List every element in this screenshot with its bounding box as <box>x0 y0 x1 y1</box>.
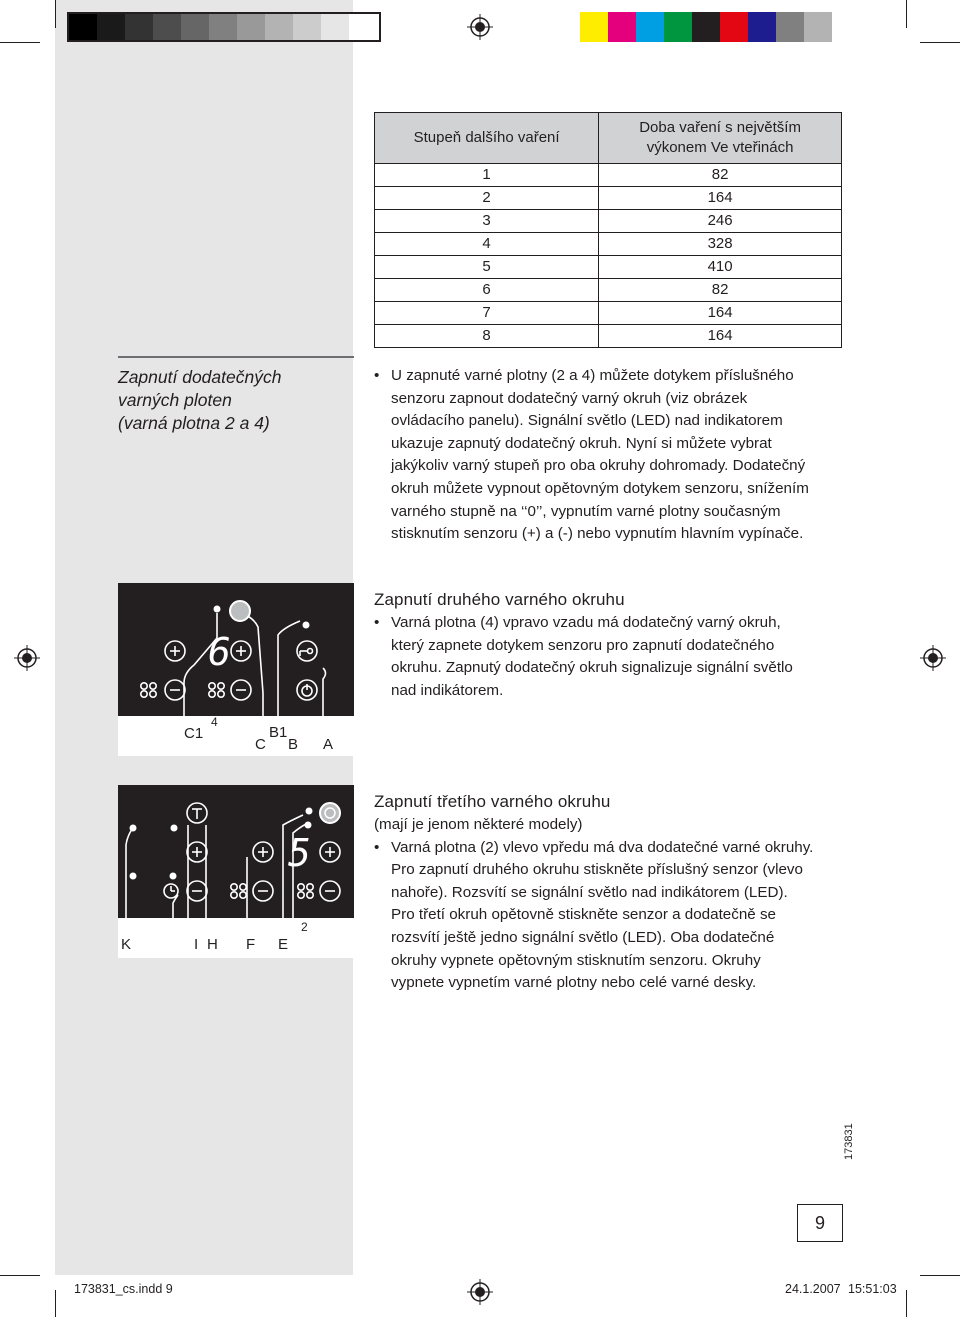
color-swatch <box>748 12 776 42</box>
section3-text <box>374 837 864 995</box>
control-panel-2-drawing <box>118 785 354 918</box>
registration-mark-icon <box>14 645 40 671</box>
registration-mark-icon <box>920 645 946 671</box>
label-2: 2 <box>301 920 308 934</box>
text-line: senzoru zapnout dodatečný varný okruh (viz obrázek <box>391 389 748 407</box>
section1-bullet <box>374 365 874 546</box>
crop-mark <box>0 1275 40 1276</box>
color-swatch <box>349 14 377 40</box>
color-swatch <box>153 14 181 40</box>
section1-text <box>374 365 874 546</box>
cell-level: 1 <box>375 164 599 187</box>
label-4: 4 <box>211 715 218 729</box>
control-panel-1-drawing <box>118 583 354 716</box>
table-row <box>375 233 842 256</box>
table-row <box>375 302 842 325</box>
color-swatch <box>720 12 748 42</box>
crop-mark <box>906 1290 907 1317</box>
side-title-line: (varná plotna 2 a 4) <box>118 413 270 433</box>
cooking-time-table <box>374 112 842 348</box>
table-header-time-line2: výkonem Ve vteřinách <box>646 139 794 156</box>
label-b1: B1 <box>269 724 288 741</box>
text-line: Pro zapnutí druhého okruhu stiskněte příslušný senzor (vlevo <box>391 861 803 879</box>
color-swatch <box>692 12 720 42</box>
footer-date: 24.1.2007 <box>785 1282 841 1296</box>
side-title-line: Zapnutí dodatečných <box>118 367 282 387</box>
color-swatch <box>209 14 237 40</box>
crop-mark <box>55 1290 56 1317</box>
document-code: 173831 <box>843 1123 855 1160</box>
crop-mark <box>920 42 960 43</box>
section2-heading: Zapnutí druhého varného okruhu <box>374 590 625 609</box>
text-line: varného stupně na ‘‘0’’, vypnutím varné plotny současným <box>391 502 781 520</box>
cell-seconds: 246 <box>599 210 842 233</box>
text-line: vypnete vypnetím varné plotny nebo celé varné desky. <box>391 974 757 992</box>
label-c1: C1 <box>184 725 204 742</box>
color-swatch <box>321 14 349 40</box>
text-line: jakýkoliv varný stupeň pro oba okruhy dohromady. Dodatečný <box>391 457 806 475</box>
text-line: nahoře). Rozsvítí se signální světlo nad indikátorem (LED). <box>391 883 788 901</box>
section3-subheading: (mají je jenom některé modely) <box>374 816 583 833</box>
label-h: H <box>207 936 218 953</box>
text-line: který zapnete dotykem senzoru pro zapnutí dodatečného <box>391 636 775 654</box>
text-line: stisknutím senzoru (+) a (-) nebo vypnutím hlavním vypínače. <box>391 525 804 543</box>
table-header-time <box>599 113 842 164</box>
table-body <box>375 164 842 348</box>
color-swatch <box>293 14 321 40</box>
text-line: Pro třetí okruh opětovně stiskněte senzor a dodatečně se <box>391 906 776 924</box>
cell-seconds: 328 <box>599 233 842 256</box>
text-line: rozsvítí ještě jedno signální světlo (LED). Oba dodatečné <box>391 928 775 946</box>
crop-mark <box>906 0 907 28</box>
text-line: • Varná plotna (4) vpravo vzadu má dodatečný varný okruh, <box>391 614 781 631</box>
power-level-display: 5 <box>288 831 311 875</box>
registration-mark-icon <box>467 14 493 40</box>
section2 <box>374 588 864 702</box>
text-line: okruhu. Zapnutý dodatečný okruh signalizuje signální světlo <box>391 659 793 677</box>
section3 <box>374 790 864 995</box>
led-light-icon <box>320 803 340 823</box>
cell-seconds: 164 <box>599 325 842 348</box>
crop-mark <box>55 0 56 28</box>
color-swatch <box>237 14 265 40</box>
footer-file: 173831_cs.indd 9 <box>74 1282 173 1296</box>
table-row <box>375 325 842 348</box>
table-row <box>375 164 842 187</box>
led-light-icon <box>230 601 250 621</box>
cell-seconds: 164 <box>599 302 842 325</box>
control-panel-1-labels <box>118 716 354 756</box>
color-swatch <box>265 14 293 40</box>
cell-seconds: 82 <box>599 279 842 302</box>
page-number: 9 <box>797 1204 843 1242</box>
text-line: • U zapnuté varné plotny (2 a 4) můžete dotykem příslušného <box>391 367 794 384</box>
text-line: ovládacího panelu). Signální světlo (LED) nad indikatorem <box>391 412 783 430</box>
label-c: C <box>255 736 266 753</box>
grayscale-color-bar <box>67 12 381 42</box>
color-swatch <box>97 14 125 40</box>
table-row <box>375 210 842 233</box>
color-swatch <box>804 12 832 42</box>
cell-level: 2 <box>375 187 599 210</box>
control-panel-2-labels <box>118 918 354 958</box>
process-color-bar <box>580 12 894 42</box>
table-header-time-line1: Doba vaření s největším <box>639 119 801 136</box>
label-f: F <box>246 936 256 953</box>
text-line: okruhy vypnete opětovným stisknutím senzoru. Okruhy <box>391 951 761 969</box>
cell-seconds: 82 <box>599 164 842 187</box>
label-a: A <box>323 736 334 753</box>
label-i: I <box>194 936 199 953</box>
cell-level: 7 <box>375 302 599 325</box>
label-k: K <box>121 936 132 953</box>
crop-mark <box>0 42 40 43</box>
cell-level: 6 <box>375 279 599 302</box>
cell-seconds: 164 <box>599 187 842 210</box>
color-swatch <box>580 12 608 42</box>
section2-text <box>374 612 864 702</box>
cell-level: 3 <box>375 210 599 233</box>
side-title <box>118 356 354 435</box>
registration-mark-icon <box>467 1279 493 1305</box>
color-swatch <box>776 12 804 42</box>
cell-level: 4 <box>375 233 599 256</box>
text-line: nad indikátorem. <box>391 681 504 699</box>
text-line: • Varná plotna (2) vlevo vpředu má dva dodatečné varné okruhy. <box>391 838 814 856</box>
crop-mark <box>920 1275 960 1276</box>
footer-time: 15:51:03 <box>848 1282 897 1296</box>
table-row <box>375 279 842 302</box>
cell-level: 8 <box>375 325 599 348</box>
color-swatch <box>608 12 636 42</box>
color-swatch <box>636 12 664 42</box>
table-row <box>375 187 842 210</box>
color-swatch <box>125 14 153 40</box>
color-swatch <box>664 12 692 42</box>
color-swatch <box>181 14 209 40</box>
table-header-level: Stupeň dalšího vaření <box>375 113 599 164</box>
text-line: ukazuje zapnutý dodatečný okruh. Nyní si můžete vybrat <box>391 434 772 452</box>
table-row <box>375 256 842 279</box>
control-panel-2 <box>118 785 354 918</box>
power-level-display: 6 <box>208 630 231 674</box>
color-swatch <box>69 14 97 40</box>
cell-level: 5 <box>375 256 599 279</box>
side-title-line: varných ploten <box>118 390 232 410</box>
cell-seconds: 410 <box>599 256 842 279</box>
control-panel-1 <box>118 583 354 716</box>
label-e: E <box>278 936 289 953</box>
label-b: B <box>288 736 299 753</box>
section3-heading: Zapnutí třetího varného okruhu <box>374 792 611 811</box>
text-line: okruh můžete vypnout opětovným dotykem senzoru, snížením <box>391 479 809 497</box>
